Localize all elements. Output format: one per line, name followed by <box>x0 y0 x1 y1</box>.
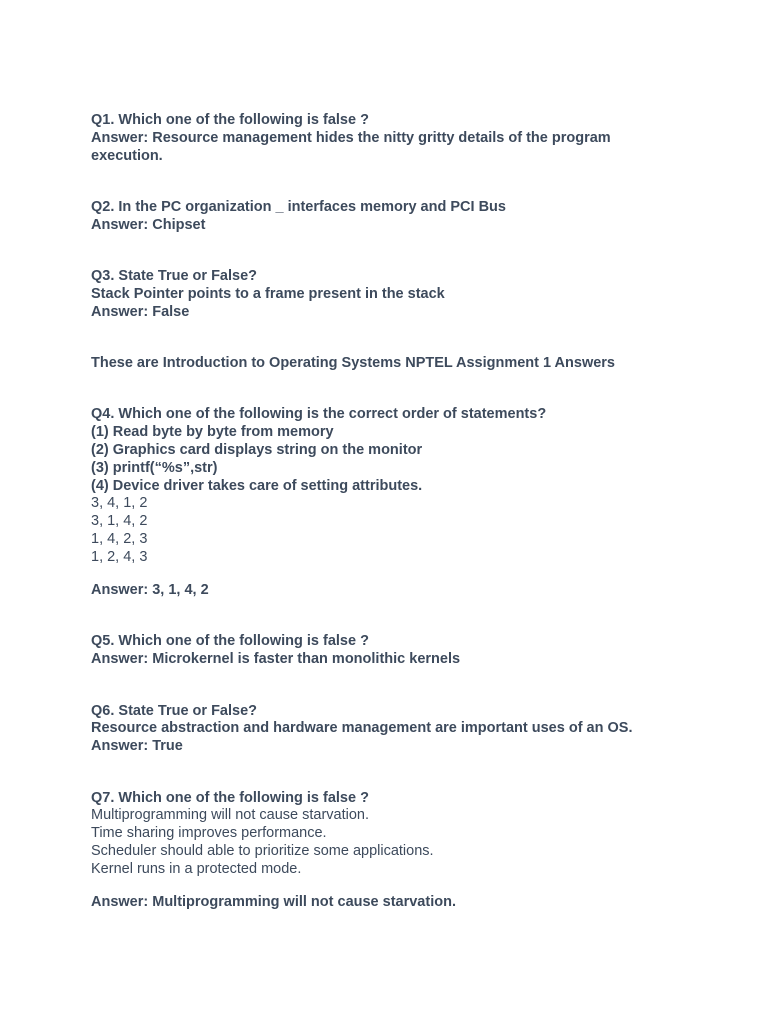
q4-statement: (2) Graphics card displays string on the monitor <box>91 442 423 458</box>
q2-question: Q2. In the PC organization _ interfaces memory and PCI Bus <box>91 199 506 215</box>
q7-option: Multiprogramming will not cause starvation. <box>91 807 370 823</box>
q6-answer: Answer: True <box>91 738 183 754</box>
q3-answer: Answer: False <box>91 304 190 320</box>
q4-option: 3, 4, 1, 2 <box>91 495 148 511</box>
q4-statement: (4) Device driver takes care of setting attributes. <box>91 478 423 494</box>
q2-answer: Answer: Chipset <box>91 217 206 233</box>
q3-question: Q3. State True or False? <box>91 268 257 284</box>
q4-question: Q4. Which one of the following is the correct order of statements? <box>91 406 547 422</box>
q4-statement: (3) printf(“%s”,str) <box>91 460 218 476</box>
q4-answer: Answer: 3, 1, 4, 2 <box>91 582 209 598</box>
q6-question: Q6. State True or False? <box>91 703 257 719</box>
q4-option: 1, 4, 2, 3 <box>91 531 148 547</box>
intro-note: These are Introduction to Operating Systems NPTEL Assignment 1 Answers <box>91 355 615 371</box>
q4-statement: (1) Read byte by byte from memory <box>91 424 334 440</box>
q7-answer: Answer: Multiprogramming will not cause starvation. <box>91 894 456 910</box>
q4-option: 3, 1, 4, 2 <box>91 513 148 529</box>
q7-question: Q7. Which one of the following is false ? <box>91 790 369 806</box>
q4-option: 1, 2, 4, 3 <box>91 549 148 565</box>
q1-answer: Answer: Resource management hides the nitty gritty details of the program <box>91 130 611 146</box>
q7-option: Time sharing improves performance. <box>91 825 327 841</box>
q6-statement: Resource abstraction and hardware management are important uses of an OS. <box>91 720 633 736</box>
q7-option: Scheduler should able to prioritize some applications. <box>91 843 434 859</box>
q5-answer: Answer: Microkernel is faster than monolithic kernels <box>91 651 461 667</box>
q5-question: Q5. Which one of the following is false ? <box>91 633 369 649</box>
q3-statement: Stack Pointer points to a frame present in the stack <box>91 286 445 302</box>
q1-answer-continued: execution. <box>91 148 163 164</box>
q7-option: Kernel runs in a protected mode. <box>91 861 302 877</box>
q1-question: Q1. Which one of the following is false ? <box>91 112 369 128</box>
